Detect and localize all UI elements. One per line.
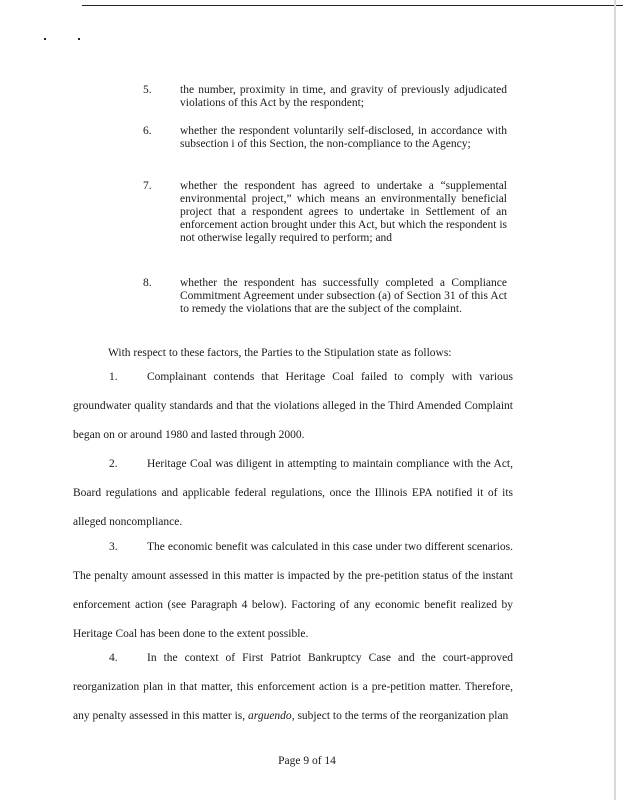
- paragraph-1: [73, 363, 513, 450]
- paragraph-text: Complainant contends that Heritage Coal failed to comply with various groundwater quality standards and that the violations alleged in the Third Amended Complaint began on or around 1980 and lasted through 2000.: [73, 371, 513, 441]
- paragraph-number: 3.: [109, 541, 118, 553]
- list-item-text: whether the respondent has agreed to undertake a “supplemental environmental project,” which means an environmentally beneficial project that a respondent agrees to undertake in Settlement of an enforcement action brought under this Act, but which the respondent is not otherwise legally required to perform; and: [180, 180, 507, 244]
- paragraph-number: 2.: [109, 458, 118, 470]
- scan-speck: [78, 38, 80, 40]
- paragraph-number: 1.: [109, 371, 118, 383]
- list-item-number: 8.: [143, 277, 152, 289]
- list-item-number: 7.: [143, 180, 152, 192]
- paragraph-text-continued: , subject to the terms of the reorganization plan: [291, 710, 509, 722]
- paragraph-3: [73, 533, 513, 649]
- paragraph-number: 4.: [109, 652, 118, 664]
- paragraph-text: The economic benefit was calculated in this case under two different scenarios. The penalty amount assessed in this matter is impacted by the pre-petition status of the instant enforcement action (see Paragraph 4 below). Factoring of any economic benefit realized by Heritage Coal has been done to the extent possible.: [73, 541, 513, 640]
- list-item-number: 5.: [143, 84, 152, 96]
- page-number-footer: Page 9 of 14: [278, 755, 336, 767]
- paragraph-text: In the context of First Patriot Bankruptcy Case and the court-approved reorganization plan in that matter, this enforcement action is a pre-petition matter. Therefore, any penalty assessed in this matter is,: [73, 652, 513, 722]
- lead-in-sentence: With respect to these factors, the Parties to the Stipulation state as follows:: [108, 347, 452, 359]
- paragraph-2: [73, 450, 513, 537]
- paragraph-text: Heritage Coal was diligent in attempting to maintain compliance with the Act, Board regulations and applicable federal regulations, once the Illinois EPA notified it of its alleged noncompliance.: [73, 458, 513, 528]
- paragraph-italic-text: arguendo: [248, 710, 292, 722]
- list-item-text: whether the respondent voluntarily self-disclosed, in accordance with subsection i of this Section, the non-compliance to the Agency;: [180, 125, 507, 150]
- scan-border-top: [82, 5, 623, 6]
- list-item-number: 6.: [143, 125, 152, 137]
- list-item-text: whether the respondent has successfully completed a Compliance Commitment Agreement under subsection (a) of Section 31 of this Act to remedy the violations that are the subject of the complaint.: [180, 277, 507, 315]
- scan-border-right: [614, 0, 616, 800]
- list-item-text: the number, proximity in time, and gravity of previously adjudicated violations of this Act by the respondent;: [180, 84, 507, 109]
- scan-speck: [44, 38, 46, 40]
- paragraph-4: [73, 644, 513, 731]
